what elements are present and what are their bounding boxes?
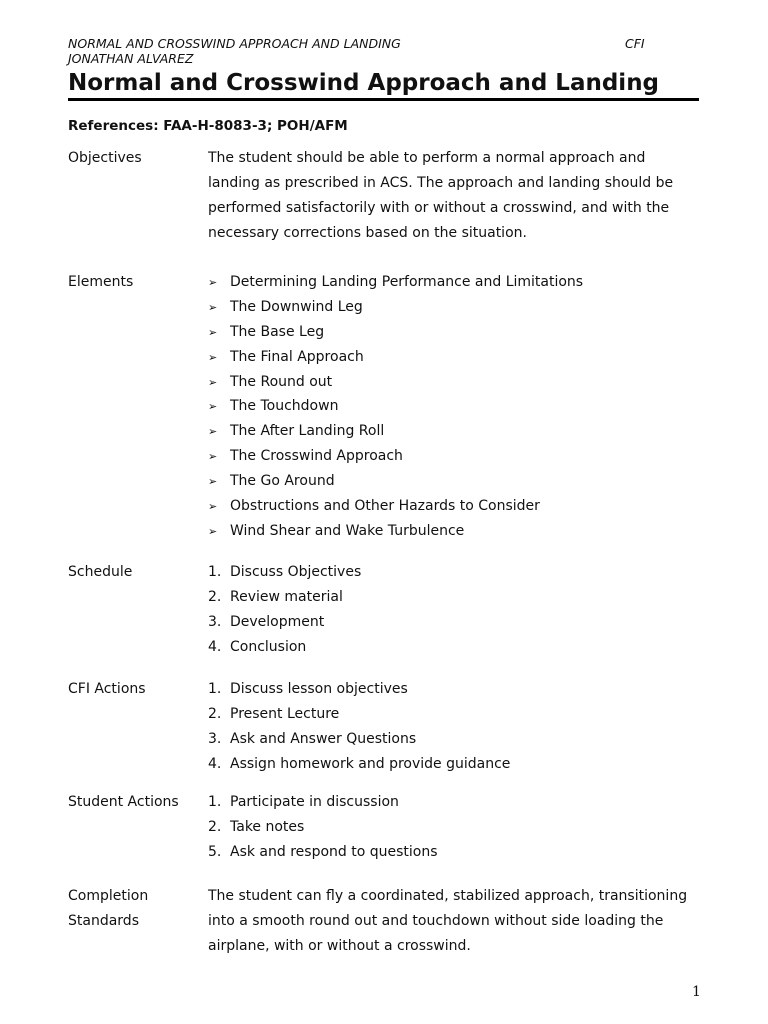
schedule-list: [208, 560, 688, 660]
objectives-label: Objectives: [68, 150, 142, 166]
list-item-number: 1.: [208, 794, 222, 810]
list-item: [208, 790, 688, 815]
arrow-bullet-icon: ➢: [208, 475, 218, 489]
list-item-text: Participate in discussion: [230, 794, 399, 810]
arrow-bullet-icon: ➢: [208, 350, 218, 364]
student-actions-list: [208, 790, 688, 865]
list-item: [208, 494, 688, 519]
page-title: Normal and Crosswind Approach and Landing: [68, 70, 660, 96]
cfi-actions-content: [208, 677, 688, 777]
list-item: [208, 345, 688, 370]
list-item: [208, 677, 688, 702]
schedule-content: [208, 560, 688, 660]
list-item: [208, 295, 688, 320]
list-item-text: The Go Around: [230, 473, 335, 490]
list-item-text: Ask and Answer Questions: [230, 730, 417, 747]
completion-text: The student can fly a coordinated, stabilized approach, transitioning into a smooth round out and touchdown without side loading the airplane, with or without a crosswind.: [208, 888, 688, 954]
references: References: FAA-H-8083-3; POH/AFM: [68, 118, 348, 134]
list-item-text: The Crosswind Approach: [230, 448, 403, 465]
header-role: CFI: [625, 36, 645, 51]
arrow-bullet-icon: ➢: [208, 325, 218, 339]
list-item: [208, 815, 688, 840]
student-actions-content: [208, 790, 688, 865]
list-item: [208, 469, 688, 494]
list-item-number: 3.: [208, 730, 222, 747]
list-item: [208, 610, 688, 635]
list-item-text: The Touchdown: [230, 398, 339, 415]
list-item-text: Discuss Objectives: [230, 564, 362, 580]
list-item-text: Ask and respond to questions: [230, 843, 438, 860]
list-item: [208, 560, 688, 585]
list-item: [208, 519, 688, 544]
list-item: [208, 320, 688, 345]
list-item-text: Conclusion: [230, 638, 307, 655]
list-item-text: The Base Leg: [230, 323, 325, 340]
list-item: [208, 419, 688, 444]
list-item-number: 1.: [208, 681, 222, 697]
list-item-number: 4.: [208, 755, 222, 772]
list-item: [208, 394, 688, 419]
list-item-number: 5.: [208, 843, 222, 860]
list-item-text: Discuss lesson objectives: [230, 681, 408, 697]
student-actions-label: Student Actions: [68, 794, 179, 810]
list-item-text: Assign homework and provide guidance: [230, 755, 511, 772]
list-item-text: Present Lecture: [230, 705, 340, 722]
list-item: [208, 585, 688, 610]
list-item: [208, 370, 688, 395]
cfi-actions-label: CFI Actions: [68, 681, 146, 697]
list-item-number: 4.: [208, 638, 222, 655]
list-item-text: The Round out: [230, 373, 333, 390]
list-item-number: 2.: [208, 588, 222, 605]
title-underline: [68, 98, 699, 101]
list-item: [208, 727, 688, 752]
list-item: [208, 635, 688, 660]
header-doc-title: NORMAL AND CROSSWIND APPROACH AND LANDING: [68, 36, 401, 51]
objectives-content: [208, 146, 688, 246]
header-author: JONATHAN ALVAREZ: [68, 51, 194, 66]
arrow-bullet-icon: ➢: [208, 450, 218, 464]
list-item: [208, 444, 688, 469]
list-item-text: Development: [230, 613, 325, 630]
list-item-text: Take notes: [230, 818, 305, 835]
elements-content: [208, 270, 688, 544]
completion-label: [68, 884, 203, 934]
list-item: [208, 270, 688, 295]
arrow-bullet-icon: ➢: [208, 500, 218, 514]
cfi-actions-list: [208, 677, 688, 777]
page-number: 1: [692, 984, 701, 1000]
list-item: [208, 702, 688, 727]
list-item-text: Review material: [230, 588, 343, 605]
list-item-text: The After Landing Roll: [230, 423, 385, 440]
arrow-bullet-icon: ➢: [208, 276, 218, 289]
list-item-text: The Final Approach: [230, 348, 364, 365]
list-item-text: The Downwind Leg: [230, 298, 363, 315]
objectives-text: The student should be able to perform a normal approach and landing as prescribed in ACS. The approach and landing should be performed satisfactorily with or without a crosswind, and with the necessary corrections based on the situation.: [208, 150, 674, 241]
list-item-number: 3.: [208, 613, 222, 630]
list-item-number: 2.: [208, 818, 222, 835]
arrow-bullet-icon: ➢: [208, 300, 218, 314]
schedule-label: Schedule: [68, 564, 133, 580]
list-item: [208, 752, 688, 777]
arrow-bullet-icon: ➢: [208, 400, 218, 414]
elements-label: Elements: [68, 274, 134, 290]
list-item-text: Obstructions and Other Hazards to Consider: [230, 498, 540, 515]
completion-label-line1: Completion: [68, 888, 149, 904]
arrow-bullet-icon: ➢: [208, 425, 218, 439]
list-item-number: 2.: [208, 705, 222, 722]
list-item: [208, 840, 688, 865]
arrow-bullet-icon: ➢: [208, 524, 218, 538]
list-item-number: 1.: [208, 564, 222, 580]
list-item-text: Determining Landing Performance and Limitations: [230, 274, 584, 290]
completion-label-line2: Standards: [68, 913, 139, 929]
completion-content: [208, 884, 688, 959]
arrow-bullet-icon: ➢: [208, 375, 218, 389]
list-item-text: Wind Shear and Wake Turbulence: [230, 522, 465, 539]
elements-list: [208, 270, 688, 544]
